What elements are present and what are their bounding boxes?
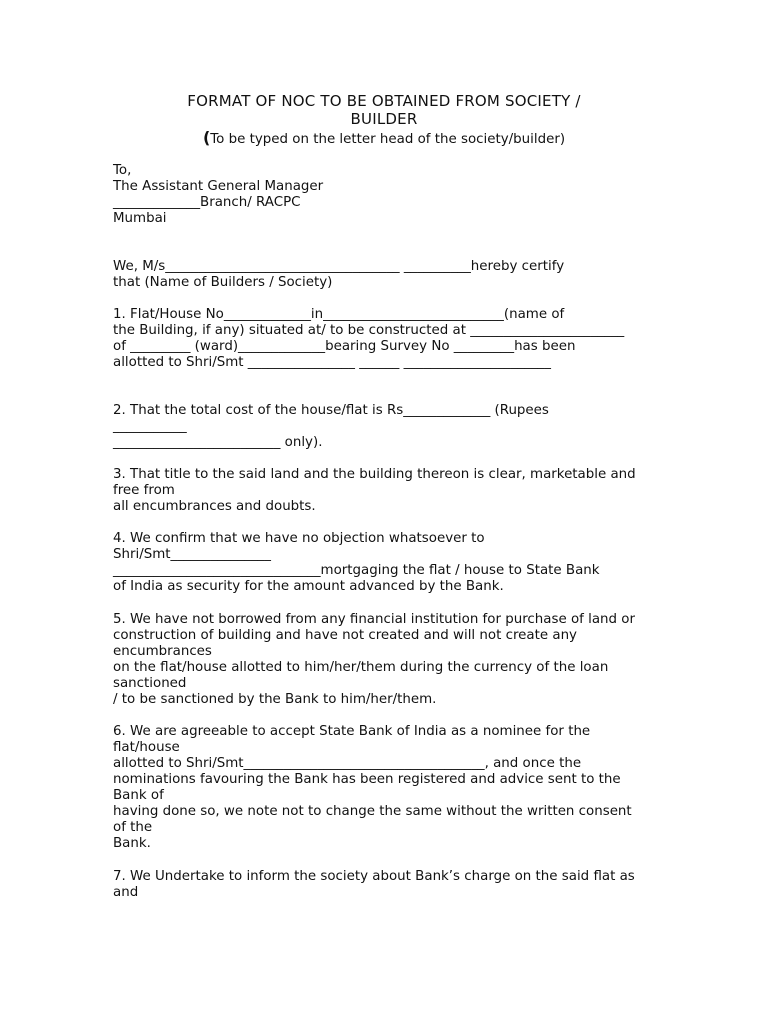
document-title-line-1: FORMAT OF NOC TO BE OBTAINED FROM SOCIETY / xyxy=(187,92,581,110)
paragraph-4-line: _______________________________mortgaging the flat / house to State Bank xyxy=(113,563,600,578)
paragraph-5-line: construction of building and have not created and will not create any xyxy=(113,628,577,643)
paragraph-1-line: of _________ (ward)_____________bearing Survey No _________has been xyxy=(113,339,576,354)
paragraph-1-line: allotted to Shri/Smt ________________ ______ ______________________ xyxy=(113,355,551,370)
paragraph-5-line: on the flat/house allotted to him/her/them during the currency of the loan xyxy=(113,660,609,675)
intro-line: We, M/s___________________________________ __________hereby certify xyxy=(113,259,565,274)
document-subtitle xyxy=(0,130,768,148)
paragraph-7-line: and xyxy=(113,885,139,900)
intro-line: that (Name of Builders / Society) xyxy=(113,275,333,290)
paragraph-1-line: the Building, if any) situated at/ to be constructed at _______________________ xyxy=(113,323,625,338)
paragraph-5-line: 5. We have not borrowed from any financial institution for purchase of land or xyxy=(113,612,635,627)
paragraph-4-line: 4. We confirm that we have no objection whatsoever to xyxy=(113,531,485,546)
address-line: Mumbai xyxy=(113,211,167,226)
paragraph-2-line: _________________________ only). xyxy=(113,435,323,450)
paragraph-3-line: 3. That title to the said land and the building thereon is clear, marketable and xyxy=(113,467,636,482)
paragraph-6-line: of the xyxy=(113,820,153,835)
subtitle-text: To be typed on the letter head of the society/builder) xyxy=(210,132,566,147)
paragraph-3-line: all encumbrances and doubts. xyxy=(113,499,316,514)
address-line: To, xyxy=(113,163,132,178)
paragraph-5-line: / to be sanctioned by the Bank to him/her/them. xyxy=(113,692,437,707)
document-title-line-2: BUILDER xyxy=(350,110,418,128)
paragraph-6-line: flat/house xyxy=(113,740,180,755)
paragraph-4-line: Shri/Smt_______________ xyxy=(113,547,271,562)
paragraph-1-line: 1. Flat/House No_____________in___________________________(name of xyxy=(113,307,565,322)
paragraph-3-line: free from xyxy=(113,483,175,498)
paragraph-2-line: 2. That the total cost of the house/flat is Rs_____________ (Rupees xyxy=(113,403,549,418)
paragraph-6-line: Bank. xyxy=(113,836,151,851)
paragraph-7-line: 7. We Undertake to inform the society about Bank’s charge on the said flat as xyxy=(113,869,635,884)
paragraph-5-line: sanctioned xyxy=(113,676,187,691)
paragraph-6-line: nominations favouring the Bank has been registered and advice sent to the xyxy=(113,772,621,787)
address-line: _____________Branch/ RACPC xyxy=(113,195,301,210)
paragraph-5-line: encumbrances xyxy=(113,644,212,659)
paragraph-6-line: 6. We are agreeable to accept State Bank of India as a nominee for the xyxy=(113,724,591,739)
paragraph-4-line: of India as security for the amount advanced by the Bank. xyxy=(113,579,504,594)
paragraph-6-line: Bank of xyxy=(113,788,164,803)
paragraph-2-line: ___________ xyxy=(113,419,187,434)
paragraph-6-line: having done so, we note not to change the same without the written consent xyxy=(113,804,632,819)
address-line: The Assistant General Manager xyxy=(113,179,324,194)
paragraph-6-line: allotted to Shri/Smt____________________________________, and once the xyxy=(113,756,582,771)
subtitle-open-paren: ( xyxy=(202,128,211,147)
